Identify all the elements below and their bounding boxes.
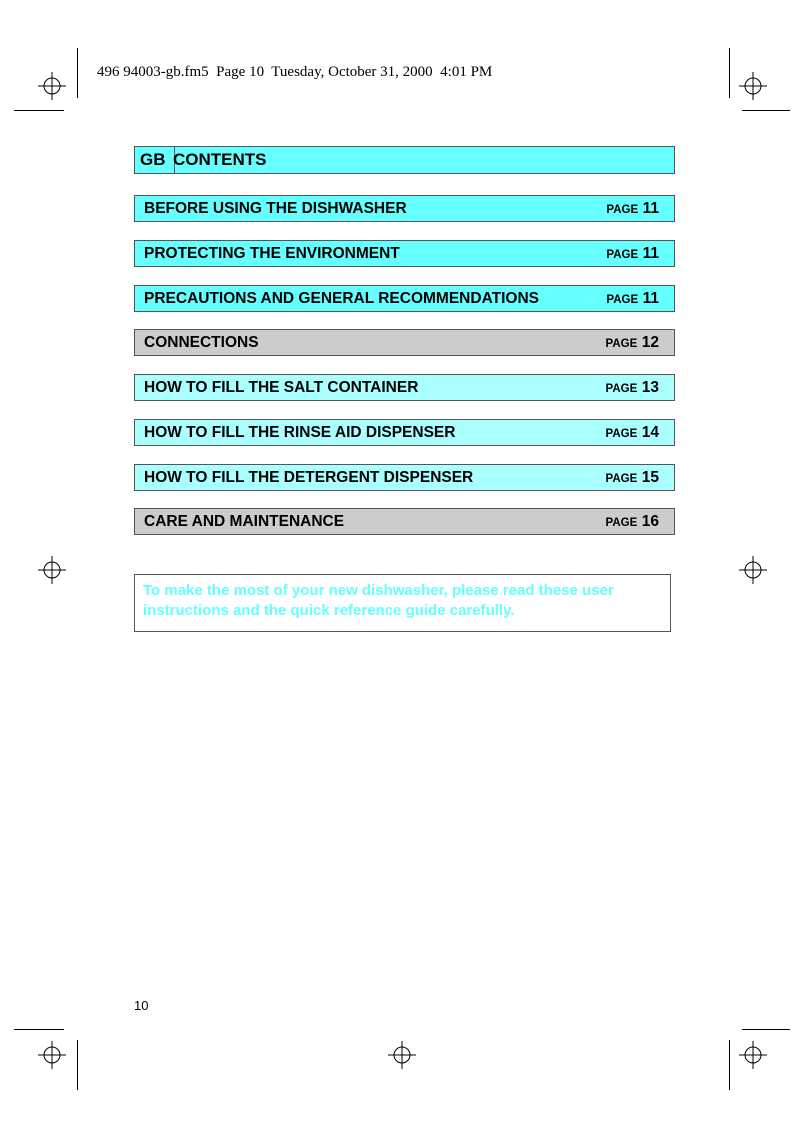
page-word: PAGE — [605, 428, 638, 440]
page-word: PAGE — [605, 473, 638, 485]
page-title: CONTENTS — [173, 150, 267, 169]
registration-mark-icon — [739, 72, 767, 100]
page-word: PAGE — [605, 517, 638, 529]
toc-page-ref — [606, 420, 659, 447]
toc-label: PROTECTING THE ENVIRONMENT — [144, 245, 400, 262]
toc-row[interactable] — [134, 374, 675, 401]
page-number: 14 — [641, 424, 659, 441]
registration-mark-icon — [739, 556, 767, 584]
crop-mark — [742, 1029, 790, 1030]
print-header: 496 94003-gb.fm5 Page 10 Tuesday, October 31, 2000 4:01 PM — [97, 64, 493, 80]
page-number-footer: 10 — [134, 998, 149, 1013]
page-number: 11 — [642, 200, 659, 217]
page-word: PAGE — [605, 383, 638, 395]
crop-mark — [14, 110, 64, 111]
page-number: 16 — [641, 513, 659, 530]
toc-row[interactable] — [134, 508, 675, 535]
toc-label: CONNECTIONS — [144, 334, 259, 351]
toc-page-ref — [606, 375, 659, 402]
toc-page-ref — [606, 286, 659, 313]
toc-page-ref — [606, 196, 659, 223]
registration-mark-icon — [38, 1041, 66, 1069]
language-code: GB — [135, 147, 175, 173]
toc-label: HOW TO FILL THE DETERGENT DISPENSER — [144, 469, 474, 486]
crop-mark — [77, 48, 78, 98]
toc-page-ref — [606, 465, 659, 492]
page-number: 12 — [641, 334, 659, 351]
crop-mark — [77, 1040, 78, 1090]
crop-mark — [729, 48, 730, 98]
toc-label: CARE AND MAINTENANCE — [144, 513, 345, 530]
crop-mark — [742, 110, 790, 111]
page-word: PAGE — [606, 249, 639, 261]
toc-row[interactable] — [134, 329, 675, 356]
toc-label: PRECAUTIONS AND GENERAL RECOMMENDATIONS — [144, 290, 539, 307]
toc-label: HOW TO FILL THE RINSE AID DISPENSER — [144, 424, 456, 441]
page-number: 11 — [642, 245, 659, 262]
page-word: PAGE — [606, 204, 639, 216]
registration-mark-icon — [38, 72, 66, 100]
page-word: PAGE — [606, 294, 639, 306]
toc-page-ref — [606, 241, 659, 268]
page-number: 11 — [642, 290, 659, 307]
registration-mark-icon — [388, 1041, 416, 1069]
page-word: PAGE — [605, 338, 638, 350]
registration-mark-icon — [739, 1041, 767, 1069]
page-number: 13 — [641, 379, 659, 396]
toc-page-ref — [606, 509, 659, 536]
contents-title-bar — [134, 146, 675, 174]
reading-advice-note: To make the most of your new dishwasher, please read these user instructions and the quick reference guide carefully. — [134, 574, 671, 632]
registration-mark-icon — [38, 556, 66, 584]
toc-page-ref — [606, 330, 659, 357]
toc-label: HOW TO FILL THE SALT CONTAINER — [144, 379, 419, 396]
toc-label: BEFORE USING THE DISHWASHER — [144, 200, 407, 217]
crop-mark — [14, 1029, 64, 1030]
crop-mark — [729, 1040, 730, 1090]
toc-row[interactable] — [134, 464, 675, 491]
page-number: 15 — [641, 469, 659, 486]
toc-row[interactable] — [134, 195, 675, 222]
toc-row[interactable] — [134, 285, 675, 312]
toc-row[interactable] — [134, 240, 675, 267]
toc-row[interactable] — [134, 419, 675, 446]
